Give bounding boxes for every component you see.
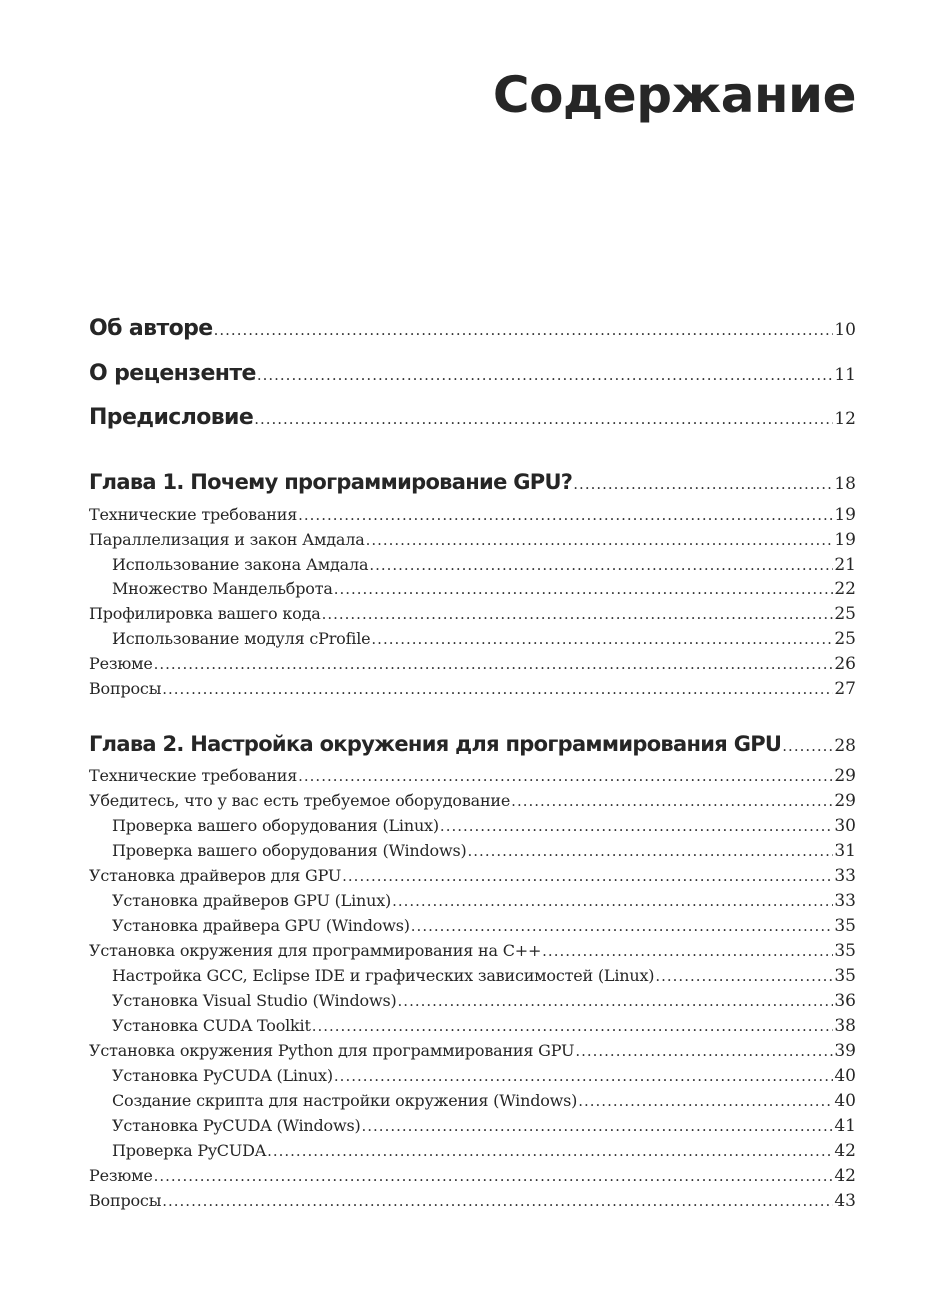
toc-page-number: 19 xyxy=(834,505,856,525)
toc-page-number: 33 xyxy=(834,866,856,886)
toc-chapter-title: Глава 1. Почему программирование GPU? xyxy=(89,470,573,494)
toc-entry-label: Установка Visual Studio (Windows) xyxy=(112,991,397,1010)
toc-page-number: 35 xyxy=(834,916,856,936)
toc-page-number: 40 xyxy=(834,1091,856,1111)
dot-leader xyxy=(575,1042,833,1060)
dot-leader xyxy=(392,892,833,910)
toc-entry-label: Предисловие xyxy=(89,405,254,430)
toc-entry[interactable] xyxy=(89,1041,856,1061)
toc-entry-label: Установка PyCUDA (Windows) xyxy=(112,1116,361,1135)
toc-page-number: 27 xyxy=(834,679,856,699)
toc-page-number: 22 xyxy=(834,579,856,599)
dot-leader xyxy=(440,817,833,835)
dot-leader xyxy=(334,1067,833,1085)
dot-leader xyxy=(162,680,833,698)
dot-leader xyxy=(371,630,833,648)
toc-subentry[interactable] xyxy=(89,916,856,936)
toc-page-number: 11 xyxy=(834,365,856,385)
toc-entry-label: Вопросы xyxy=(89,679,162,698)
dot-leader xyxy=(573,475,833,493)
toc-page-number: 26 xyxy=(834,654,856,674)
toc-entry[interactable] xyxy=(89,866,856,886)
toc-page-number: 29 xyxy=(834,791,856,811)
toc-page-number: 35 xyxy=(834,966,856,986)
toc-entry-label: Настройка GCC, Eclipse IDE и графических зависимостей (Linux) xyxy=(112,966,655,985)
toc-entry-label: Использование модуля cProfile xyxy=(112,629,371,648)
dot-leader xyxy=(298,506,833,524)
toc-entry-label: Проверка вашего оборудования (Linux) xyxy=(112,816,439,835)
toc-entry-label: Вопросы xyxy=(89,1191,162,1210)
toc-entry-label: Параллелизация и закон Амдала xyxy=(89,530,365,549)
toc-page-number: 38 xyxy=(834,1016,856,1036)
toc-entry-label: Проверка PyCUDA xyxy=(112,1141,267,1160)
toc-entry-label: Убедитесь, что у вас есть требуемое оборудование xyxy=(89,791,511,810)
toc-page-number: 28 xyxy=(834,736,856,756)
toc-page-number: 35 xyxy=(834,941,856,961)
toc-entry-label: Резюме xyxy=(89,1166,153,1185)
toc-subentry[interactable] xyxy=(89,1016,856,1036)
dot-leader xyxy=(298,767,833,785)
dot-leader xyxy=(542,942,833,960)
toc-entry-preface[interactable] xyxy=(89,405,856,430)
toc-page-number: 25 xyxy=(834,604,856,624)
toc-page-number: 42 xyxy=(834,1141,856,1161)
dot-leader xyxy=(369,556,833,574)
toc-subentry[interactable] xyxy=(89,629,856,649)
toc-subentry[interactable] xyxy=(89,966,856,986)
dot-leader xyxy=(154,655,834,673)
dot-leader xyxy=(468,842,834,860)
toc-chapter-1[interactable] xyxy=(89,470,856,494)
toc-subentry[interactable] xyxy=(89,1116,856,1136)
toc-entry-label: Об авторе xyxy=(89,316,213,341)
toc-subentry[interactable] xyxy=(89,816,856,836)
toc-page-number: 36 xyxy=(834,991,856,1011)
toc-subentry[interactable] xyxy=(89,991,856,1011)
dot-leader xyxy=(366,531,834,549)
toc-subentry[interactable] xyxy=(89,1141,856,1161)
dot-leader xyxy=(267,1142,833,1160)
dot-leader xyxy=(257,366,834,384)
toc-entry-label: Использование закона Амдала xyxy=(112,555,369,574)
toc-subentry[interactable] xyxy=(89,841,856,861)
toc-entry-label: Установка окружения Python для программирования GPU xyxy=(89,1041,575,1060)
dot-leader xyxy=(322,605,834,623)
toc-page-number: 43 xyxy=(834,1191,856,1211)
dot-leader xyxy=(411,917,834,935)
dot-leader xyxy=(362,1117,834,1135)
toc-entry-label: Установка CUDA Toolkit xyxy=(112,1016,311,1035)
toc-page-number: 18 xyxy=(834,474,856,494)
toc-entry[interactable] xyxy=(89,941,856,961)
toc-entry-label: Проверка вашего оборудования (Windows) xyxy=(112,841,467,860)
toc-entry-label: Технические требования xyxy=(89,505,298,524)
toc-entry[interactable] xyxy=(89,530,856,550)
toc-entry-label: Технические требования xyxy=(89,766,298,785)
dot-leader xyxy=(398,992,834,1010)
toc-chapter-2[interactable] xyxy=(89,732,856,756)
toc-entry[interactable] xyxy=(89,1166,856,1186)
toc-page-number: 30 xyxy=(834,816,856,836)
toc-entry[interactable] xyxy=(89,1191,856,1211)
dot-leader xyxy=(342,867,833,885)
toc-page-number: 25 xyxy=(834,629,856,649)
dot-leader xyxy=(312,1017,834,1035)
toc-entry[interactable] xyxy=(89,505,856,525)
toc-subentry[interactable] xyxy=(89,891,856,911)
toc-entry-reviewer[interactable] xyxy=(89,361,856,386)
toc-page-number: 39 xyxy=(834,1041,856,1061)
toc-subentry[interactable] xyxy=(89,1091,856,1111)
toc-page-number: 42 xyxy=(834,1166,856,1186)
dot-leader xyxy=(578,1092,833,1110)
toc-entry-about-author[interactable] xyxy=(89,316,856,341)
toc-entry[interactable] xyxy=(89,679,856,699)
toc-entry[interactable] xyxy=(89,604,856,624)
toc-page-number: 29 xyxy=(834,766,856,786)
toc-page-number: 21 xyxy=(834,555,856,575)
page-title: Содержание xyxy=(492,66,856,124)
dot-leader xyxy=(154,1167,834,1185)
dot-leader xyxy=(655,967,833,985)
toc-entry-label: Создание скрипта для настройки окружения (Windows) xyxy=(112,1091,578,1110)
dot-leader xyxy=(782,737,833,755)
dot-leader xyxy=(254,410,833,428)
toc-entry-label: Профилировка вашего кода xyxy=(89,604,321,623)
toc-entry-label: Множество Мандельброта xyxy=(112,579,333,598)
toc-entry-label: О рецензенте xyxy=(89,361,256,386)
toc-entry-label: Установка драйвера GPU (Windows) xyxy=(112,916,410,935)
toc-page-number: 41 xyxy=(834,1116,856,1136)
toc-page-number: 31 xyxy=(834,841,856,861)
dot-leader xyxy=(511,792,833,810)
toc-subentry[interactable] xyxy=(89,579,856,599)
toc-entry[interactable] xyxy=(89,654,856,674)
toc-page-number: 12 xyxy=(834,409,856,429)
toc-page-number: 19 xyxy=(834,530,856,550)
toc-entry-label: Установка драйверов GPU (Linux) xyxy=(112,891,392,910)
dot-leader xyxy=(162,1192,833,1210)
toc-entry[interactable] xyxy=(89,766,856,786)
toc-subentry[interactable] xyxy=(89,555,856,575)
toc-chapter-title: Глава 2. Настройка окружения для программирования GPU xyxy=(89,732,782,756)
toc-page-number: 33 xyxy=(834,891,856,911)
toc-page-number: 10 xyxy=(834,320,856,340)
toc-entry-label: Резюме xyxy=(89,654,153,673)
toc-entry[interactable] xyxy=(89,791,856,811)
toc-subentry[interactable] xyxy=(89,1066,856,1086)
toc-entry-label: Установка драйверов для GPU xyxy=(89,866,342,885)
toc-entry-label: Установка PyCUDA (Linux) xyxy=(112,1066,333,1085)
dot-leader xyxy=(334,580,834,598)
dot-leader xyxy=(214,321,834,339)
toc-entry-label: Установка окружения для программирования на C++ xyxy=(89,941,542,960)
toc-page-number: 40 xyxy=(834,1066,856,1086)
